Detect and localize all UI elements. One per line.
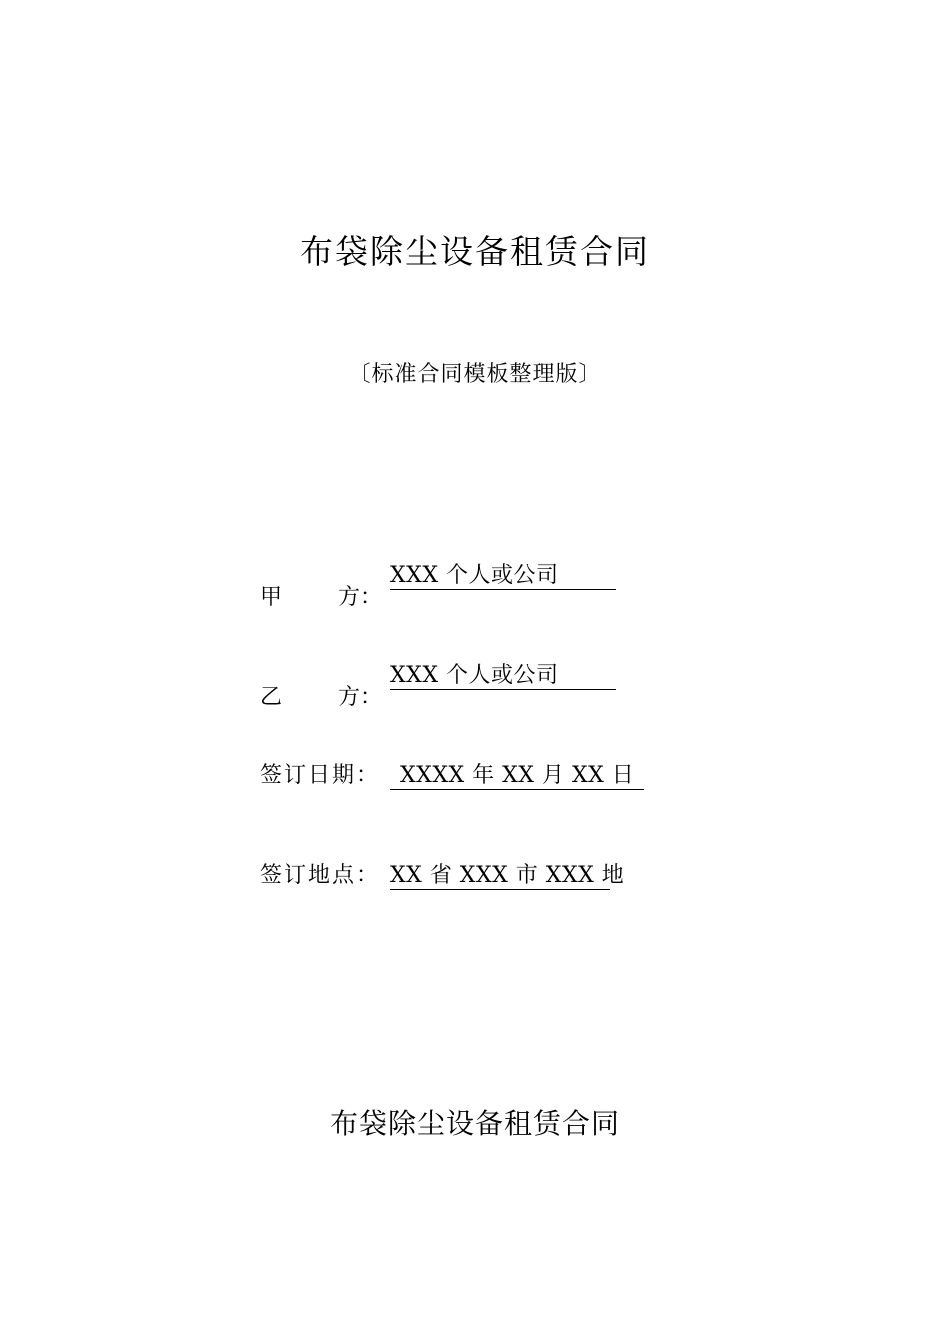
party-a-label-char2: 方： xyxy=(338,585,383,610)
party-b-label-char1: 乙 xyxy=(260,685,283,710)
field-party-a xyxy=(260,560,616,610)
sign-place-value: XX 省 XXX 市 XXX 地 xyxy=(390,863,625,888)
sign-date-label: 签订日期： xyxy=(260,763,381,788)
field-party-b xyxy=(260,660,616,710)
party-a-label-char1: 甲 xyxy=(260,585,283,610)
party-b-label-char2: 方： xyxy=(338,685,383,710)
document-title: 布袋除尘设备租赁合同 xyxy=(300,232,650,271)
footer-title: 布袋除尘设备租赁合同 xyxy=(329,1107,620,1140)
field-sign-place xyxy=(260,860,625,892)
document-subtitle: 〔标准合同模板整理版〕 xyxy=(348,362,602,387)
party-a-value: XXX 个人或公司 xyxy=(390,563,616,590)
sign-place-label: 签订地点： xyxy=(260,863,381,888)
party-b-value: XXX 个人或公司 xyxy=(390,663,616,690)
field-sign-date xyxy=(260,760,644,792)
sign-date-value: XXXX 年 XX 月 XX 日 xyxy=(390,763,644,790)
